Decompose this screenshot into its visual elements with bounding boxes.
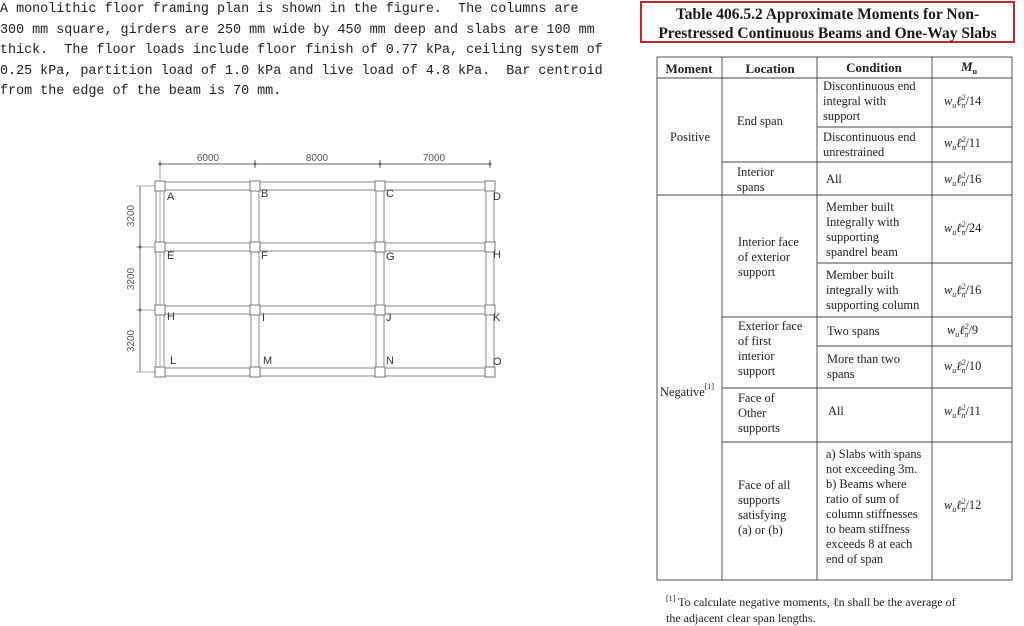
column-label: A xyxy=(167,191,175,203)
mu-formula: $w_u\ell^2$ n/16 xyxy=(944,171,982,188)
mu-formula: $w_u\ell^2$ n/11 xyxy=(944,135,981,152)
condition-more-than-two: More than two spans xyxy=(827,352,900,381)
condition-column: Member built integrally with supporting column xyxy=(826,268,920,312)
location-end-span: End span xyxy=(737,114,783,128)
location-face-all-satisfying: Face of all supports satisfying (a) or (b) xyxy=(738,478,791,537)
column-label: D xyxy=(493,191,501,203)
location-face-other: Face of Other supports xyxy=(738,391,780,435)
mu-formula: $w_u\ell^2$ n/24 xyxy=(944,220,982,237)
column-label: K xyxy=(493,312,501,324)
table-title: Table 406.5.2 Approximate Moments for Non- Prestressed Continuous Beams and One-Way Slabs xyxy=(658,6,997,42)
column xyxy=(155,305,165,315)
column-label: B xyxy=(261,188,269,200)
dimension-label: 6000 xyxy=(196,153,220,164)
column xyxy=(250,181,260,191)
column xyxy=(375,181,385,191)
condition-discontinuous-integral: Discontinuous end integral with support xyxy=(823,79,916,123)
mu-formula: $w_u\ell^2$ n/9 xyxy=(947,322,979,339)
column-label: F xyxy=(261,250,268,262)
column xyxy=(250,367,260,377)
problem-line: 300 mm square, girders are 250 mm wide by 450 mm deep and slabs are 100 mm xyxy=(0,22,595,38)
problem-line: from the edge of the beam is 70 mm. xyxy=(0,84,282,99)
column-label: O xyxy=(493,356,502,368)
column xyxy=(155,367,165,377)
column xyxy=(250,242,260,252)
problem-line: 0.25 kPa, partition load of 1.0 kPa and live load of 4.8 kPa. Bar centroid xyxy=(0,63,603,79)
problem-line: thick. The floor loads include floor finish of 0.77 kPa, ceiling system of xyxy=(0,43,603,58)
location-exterior-face-first-interior: Exterior face of first interior support xyxy=(738,319,803,378)
dimension-label: 3200 xyxy=(126,329,137,353)
mu-formula: $w_u\ell^2$ n/11 xyxy=(944,403,981,420)
moment-negative: Negative[1] xyxy=(660,382,715,399)
column xyxy=(375,305,385,315)
mu-formula: $w_u\ell^2$ n/12 xyxy=(944,497,982,514)
column xyxy=(155,181,165,191)
table-title-box xyxy=(640,1,1015,43)
header-mu: $M_u$ xyxy=(961,59,978,76)
header-condition: Condition xyxy=(846,60,902,75)
column xyxy=(485,367,495,377)
condition-discontinuous-unrestrained: Discontinuous end unrestrained xyxy=(823,130,916,159)
column xyxy=(375,367,385,377)
column-label: H xyxy=(167,311,175,323)
location-interior-face-exterior: Interior face of exterior support xyxy=(738,235,799,279)
framing-plan xyxy=(118,148,503,383)
dimension-label: 3200 xyxy=(126,267,137,291)
column xyxy=(155,242,165,252)
moments-table xyxy=(650,54,1020,584)
column-label: M xyxy=(263,355,273,367)
column xyxy=(375,242,385,252)
column-label: G xyxy=(386,251,395,263)
column xyxy=(485,181,495,191)
dimension-label: 7000 xyxy=(422,153,446,164)
condition-two-spans: Two spans xyxy=(827,324,880,338)
mu-formula: $w_u\ell^2$ n/14 xyxy=(944,93,982,110)
column-label: H xyxy=(493,249,501,261)
location-interior-spans: Interior spans xyxy=(737,165,775,194)
problem-statement xyxy=(0,0,632,103)
table-footnote: [1] To calculate negative moments, ℓn shall be the average of the adjacent clear span lengths. xyxy=(666,594,956,625)
dimension-label: 3200 xyxy=(126,204,137,228)
condition-all-other: All xyxy=(828,404,844,418)
column-label: J xyxy=(386,312,392,324)
column-label: C xyxy=(386,188,394,200)
moment-positive: Positive xyxy=(670,130,710,144)
column-label: N xyxy=(386,355,394,367)
condition-spandrel: Member built Integrally with supporting spandrel beam xyxy=(826,200,900,259)
problem-line: A monolithic floor framing plan is shown in the figure. The columns are xyxy=(0,2,579,17)
mu-formula: $w_u\ell^2$ n/16 xyxy=(944,282,982,299)
column-label: E xyxy=(167,250,175,262)
header-moment: Moment xyxy=(665,61,713,76)
beam-grid xyxy=(156,182,494,376)
column-label: I xyxy=(262,312,266,324)
column-label: L xyxy=(170,355,177,367)
dimension-label: 8000 xyxy=(305,153,329,164)
condition-slabs-beams: a) Slabs with spans not exceeding 3m. b) Beams where ratio of sum of column stiffnesses to beam stiffness exceeds 8 at each end of span xyxy=(826,447,922,566)
mu-formula: $w_u\ell^2$ n/10 xyxy=(944,358,982,375)
header-location: Location xyxy=(745,61,795,76)
column xyxy=(250,305,260,315)
condition-all: All xyxy=(826,172,842,186)
